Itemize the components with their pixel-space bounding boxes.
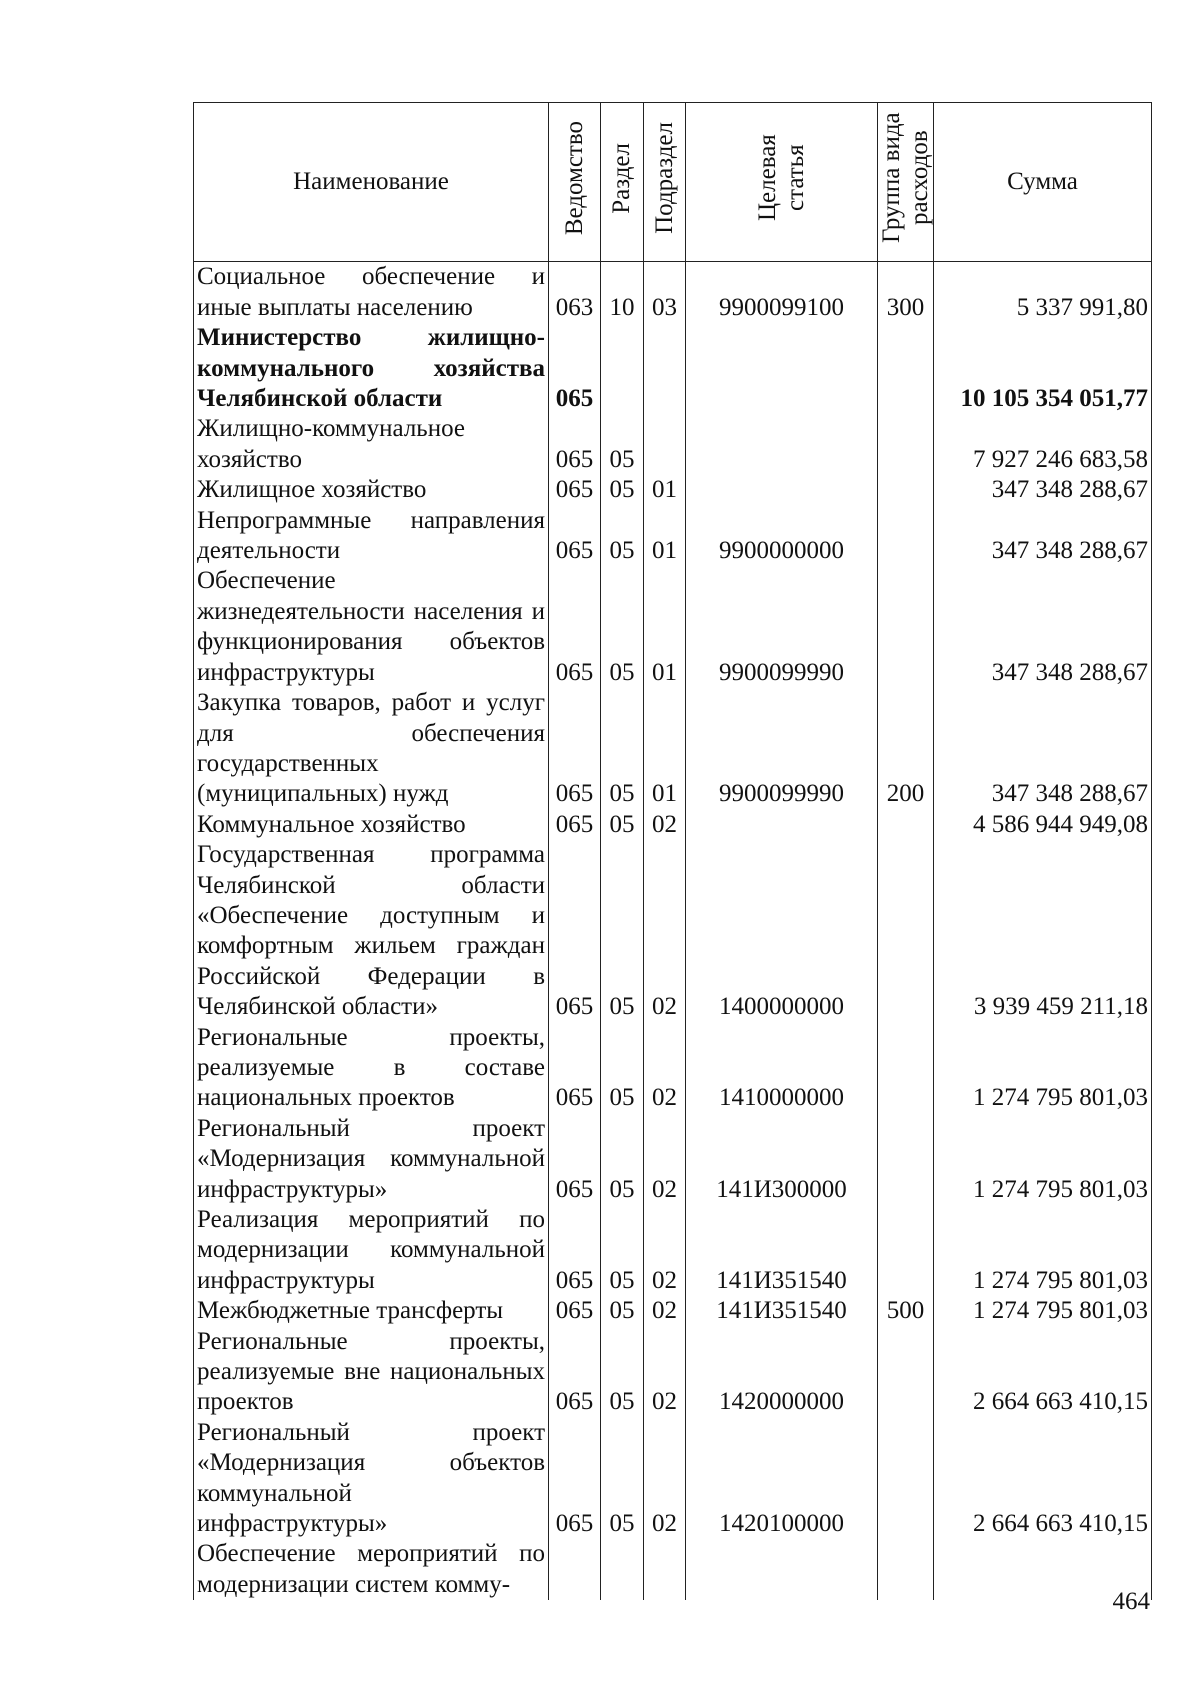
- table-row: [194, 1023, 1152, 1114]
- cell-name: Жилищное хозяйство: [194, 475, 549, 505]
- cell-expense-group: [878, 840, 934, 1022]
- cell-expense-group: [878, 475, 934, 505]
- budget-table: [193, 102, 1152, 1600]
- cell-amount: 2 664 663 410,15: [934, 1418, 1152, 1540]
- cell-target-article: [686, 810, 878, 840]
- cell-vedomstvo: 065: [549, 1418, 601, 1540]
- cell-name: Государственная программа Челябинской области «Обеспечение доступным и комфортным жильем граждан Российской Федерации в Челябинской области»: [194, 840, 549, 1022]
- cell-target-article: 1410000000: [686, 1023, 878, 1114]
- cell-name: Реализация мероприятий по модернизации коммунальной инфраструктуры: [194, 1205, 549, 1296]
- cell-name: Межбюджетные трансферты: [194, 1296, 549, 1326]
- cell-razdel: 05: [601, 414, 644, 475]
- cell-podrazdel: 02: [644, 1114, 686, 1205]
- table-body: [194, 262, 1152, 1600]
- table-row: [194, 1418, 1152, 1540]
- cell-razdel: [601, 1539, 644, 1600]
- header-vedomstvo-label: Ведомство: [560, 120, 588, 236]
- cell-amount: 3 939 459 211,18: [934, 840, 1152, 1022]
- cell-vedomstvo: 063: [549, 262, 601, 323]
- cell-razdel: 05: [601, 566, 644, 688]
- cell-amount: 347 348 288,67: [934, 475, 1152, 505]
- cell-razdel: 05: [601, 506, 644, 567]
- cell-name: Коммунальное хозяйство: [194, 810, 549, 840]
- cell-amount: 347 348 288,67: [934, 566, 1152, 688]
- header-podrazdel-label: Подраздел: [650, 122, 678, 234]
- header-row: [194, 103, 1152, 262]
- header-expense-group: [878, 103, 934, 262]
- cell-razdel: 05: [601, 1114, 644, 1205]
- cell-podrazdel: 01: [644, 506, 686, 567]
- table-row: [194, 840, 1152, 1022]
- cell-podrazdel: 01: [644, 475, 686, 505]
- cell-razdel: 05: [601, 810, 644, 840]
- table-row: [194, 688, 1152, 810]
- table-row: [194, 810, 1152, 840]
- header-name: Наименование: [194, 103, 549, 262]
- cell-expense-group: [878, 1327, 934, 1418]
- cell-vedomstvo: 065: [549, 688, 601, 810]
- header-target-article: [686, 103, 878, 262]
- header-razdel: [601, 103, 644, 262]
- cell-target-article: 141И300000: [686, 1114, 878, 1205]
- cell-razdel: 05: [601, 1205, 644, 1296]
- cell-target-article: 141И351540: [686, 1296, 878, 1326]
- cell-expense-group: [878, 566, 934, 688]
- cell-vedomstvo: 065: [549, 475, 601, 505]
- cell-razdel: 05: [601, 840, 644, 1022]
- cell-podrazdel: 02: [644, 1023, 686, 1114]
- cell-expense-group: [878, 323, 934, 414]
- cell-name: Обеспечение мероприятий по модернизации систем комму-: [194, 1539, 549, 1600]
- table-row: [194, 1296, 1152, 1326]
- cell-amount: 1 274 795 801,03: [934, 1114, 1152, 1205]
- table-row: [194, 506, 1152, 567]
- cell-target-article: 9900099990: [686, 566, 878, 688]
- cell-name: Обеспечение жизнедеятельности населения и функционирования объектов инфраструктуры: [194, 566, 549, 688]
- cell-vedomstvo: [549, 1539, 601, 1600]
- cell-amount: 5 337 991,80: [934, 262, 1152, 323]
- cell-name: Закупка товаров, работ и услуг для обеспечения государственных (муниципальных) нужд: [194, 688, 549, 810]
- page-number: 464: [1112, 1588, 1150, 1615]
- cell-expense-group: [878, 1539, 934, 1600]
- cell-razdel: 05: [601, 1023, 644, 1114]
- cell-expense-group: [878, 414, 934, 475]
- cell-vedomstvo: 065: [549, 1327, 601, 1418]
- cell-amount: 4 586 944 949,08: [934, 810, 1152, 840]
- cell-amount: 1 274 795 801,03: [934, 1205, 1152, 1296]
- cell-razdel: 05: [601, 1296, 644, 1326]
- cell-expense-group: [878, 1114, 934, 1205]
- cell-vedomstvo: 065: [549, 506, 601, 567]
- header-vedomstvo: [549, 103, 601, 262]
- table-row: [194, 262, 1152, 323]
- cell-razdel: 10: [601, 262, 644, 323]
- cell-vedomstvo: 065: [549, 810, 601, 840]
- cell-podrazdel: [644, 323, 686, 414]
- cell-amount: 10 105 354 051,77: [934, 323, 1152, 414]
- cell-target-article: 141И351540: [686, 1205, 878, 1296]
- cell-expense-group: [878, 1205, 934, 1296]
- cell-vedomstvo: 065: [549, 1023, 601, 1114]
- cell-target-article: [686, 1539, 878, 1600]
- cell-podrazdel: [644, 1539, 686, 1600]
- cell-vedomstvo: 065: [549, 323, 601, 414]
- cell-target-article: [686, 323, 878, 414]
- cell-expense-group: 200: [878, 688, 934, 810]
- cell-podrazdel: 01: [644, 566, 686, 688]
- cell-expense-group: 500: [878, 1296, 934, 1326]
- header-razdel-label: Раздел: [608, 142, 635, 214]
- cell-podrazdel: 02: [644, 840, 686, 1022]
- header-podrazdel: [644, 103, 686, 262]
- cell-podrazdel: 02: [644, 1205, 686, 1296]
- cell-podrazdel: 02: [644, 810, 686, 840]
- cell-expense-group: [878, 1023, 934, 1114]
- table-row: [194, 566, 1152, 688]
- cell-vedomstvo: 065: [549, 414, 601, 475]
- cell-name: Министерство жилищно-коммунального хозяйства Челябинской области: [194, 323, 549, 414]
- cell-razdel: 05: [601, 1327, 644, 1418]
- cell-podrazdel: [644, 414, 686, 475]
- cell-target-article: [686, 414, 878, 475]
- cell-name: Региональный проект «Модернизация коммунальной инфраструктуры»: [194, 1114, 549, 1205]
- cell-razdel: [601, 323, 644, 414]
- cell-name: Жилищно-коммунальное хозяйство: [194, 414, 549, 475]
- cell-podrazdel: 03: [644, 262, 686, 323]
- cell-vedomstvo: 065: [549, 1114, 601, 1205]
- cell-razdel: 05: [601, 1418, 644, 1540]
- cell-amount: 347 348 288,67: [934, 506, 1152, 567]
- cell-vedomstvo: 065: [549, 1296, 601, 1326]
- table-row: [194, 323, 1152, 414]
- table-row: [194, 475, 1152, 505]
- table-row: [194, 1539, 1152, 1600]
- cell-vedomstvo: 065: [549, 840, 601, 1022]
- cell-amount: 1 274 795 801,03: [934, 1023, 1152, 1114]
- cell-razdel: 05: [601, 688, 644, 810]
- cell-target-article: 9900099990: [686, 688, 878, 810]
- header-expense-group-label: Группа вида расходов: [878, 112, 933, 244]
- cell-target-article: 9900000000: [686, 506, 878, 567]
- cell-amount: 1 274 795 801,03: [934, 1296, 1152, 1326]
- cell-amount: 7 927 246 683,58: [934, 414, 1152, 475]
- cell-target-article: 1400000000: [686, 840, 878, 1022]
- cell-podrazdel: 02: [644, 1327, 686, 1418]
- cell-razdel: 05: [601, 475, 644, 505]
- cell-target-article: [686, 475, 878, 505]
- table-row: [194, 1327, 1152, 1418]
- cell-podrazdel: 02: [644, 1296, 686, 1326]
- cell-name: Региональные проекты, реализуемые в составе национальных проектов: [194, 1023, 549, 1114]
- cell-amount: 2 664 663 410,15: [934, 1327, 1152, 1418]
- cell-expense-group: [878, 810, 934, 840]
- header-amount: Сумма: [934, 103, 1152, 262]
- cell-name: Региональный проект «Модернизация объектов коммунальной инфраструктуры»: [194, 1418, 549, 1540]
- table-row: [194, 1114, 1152, 1205]
- cell-expense-group: [878, 506, 934, 567]
- cell-target-article: 1420100000: [686, 1418, 878, 1540]
- cell-expense-group: 300: [878, 262, 934, 323]
- table-row: [194, 414, 1152, 475]
- cell-amount: 347 348 288,67: [934, 688, 1152, 810]
- cell-vedomstvo: 065: [549, 566, 601, 688]
- cell-target-article: 9900099100: [686, 262, 878, 323]
- table-row: [194, 1205, 1152, 1296]
- cell-name: Непрограммные направления деятельности: [194, 506, 549, 567]
- cell-target-article: 1420000000: [686, 1327, 878, 1418]
- cell-name: Социальное обеспечение и иные выплаты населению: [194, 262, 549, 323]
- cell-name: Региональные проекты, реализуемые вне национальных проектов: [194, 1327, 549, 1418]
- cell-podrazdel: 02: [644, 1418, 686, 1540]
- header-target-article-label: Целевая статья: [753, 134, 809, 222]
- cell-vedomstvo: 065: [549, 1205, 601, 1296]
- cell-expense-group: [878, 1418, 934, 1540]
- cell-podrazdel: 01: [644, 688, 686, 810]
